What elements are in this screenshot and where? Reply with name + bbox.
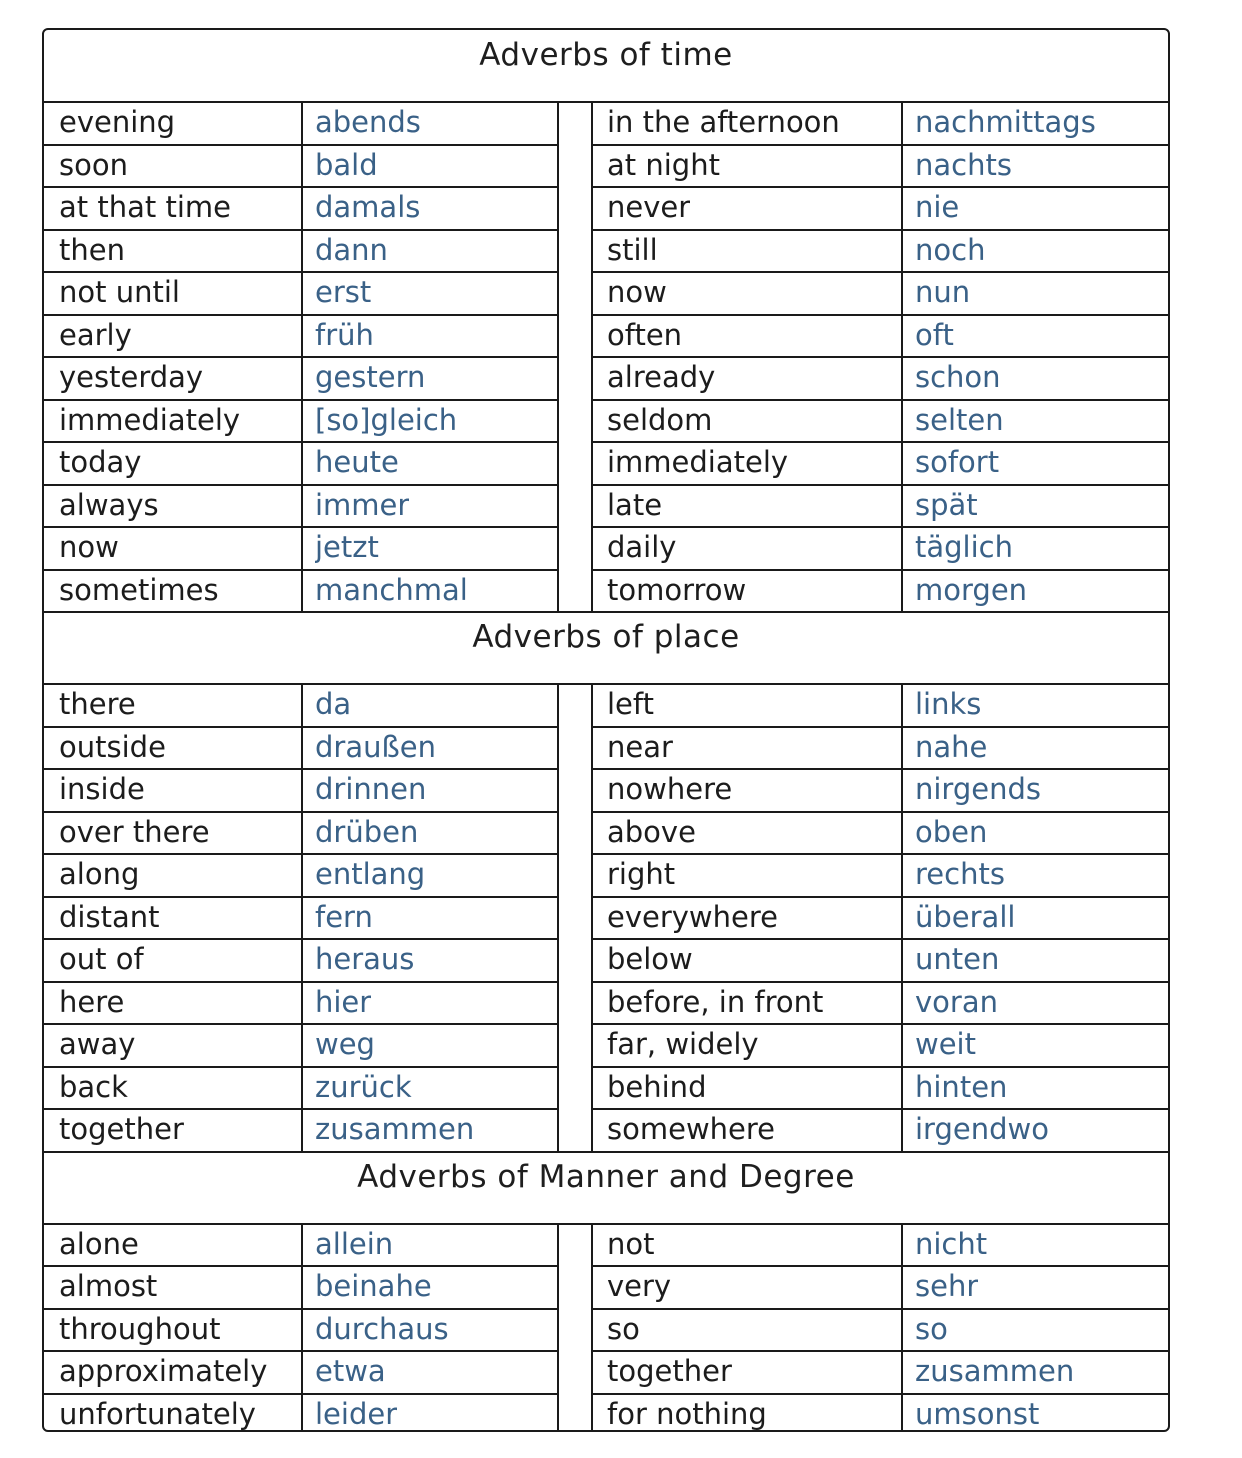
german-word: nachmittags	[915, 105, 1096, 139]
section-title	[44, 612, 1168, 684]
english-word: never	[607, 190, 691, 224]
row-divider	[591, 726, 1168, 728]
english-word: now	[59, 530, 119, 564]
english-word: inside	[59, 772, 145, 806]
german-word: sehr	[915, 1269, 979, 1303]
column-divider	[591, 684, 593, 1152]
row-divider	[591, 526, 1168, 528]
english-word: nowhere	[607, 772, 733, 806]
english-word: together	[59, 1112, 184, 1146]
english-word: everywhere	[607, 899, 778, 934]
column-divider	[557, 684, 559, 1152]
column-divider	[301, 102, 303, 612]
english-word: for nothing	[607, 1396, 767, 1431]
english-word: then	[59, 232, 125, 267]
english-word: along	[59, 857, 140, 891]
row-divider	[591, 314, 1168, 316]
english-word: far, widely	[607, 1027, 759, 1061]
adverbs-table	[42, 28, 1170, 1432]
german-word: zusammen	[315, 1112, 475, 1146]
english-word: at that time	[59, 190, 231, 224]
english-word: below	[607, 942, 693, 976]
german-word: täglich	[915, 530, 1013, 564]
german-word: überall	[915, 899, 1016, 934]
row-divider	[591, 569, 1168, 571]
english-word: somewhere	[607, 1112, 776, 1146]
english-word: today	[59, 445, 142, 479]
column-divider	[557, 1224, 559, 1433]
german-word: rechts	[915, 857, 1005, 891]
english-word: approximately	[59, 1354, 268, 1388]
german-word: da	[315, 687, 352, 721]
german-word: drinnen	[315, 772, 427, 806]
english-word: not until	[59, 275, 180, 309]
english-word: together	[607, 1354, 732, 1388]
row-divider	[591, 853, 1168, 855]
column-divider	[591, 1224, 593, 1433]
german-word: sofort	[915, 445, 1000, 479]
row-divider	[591, 981, 1168, 983]
german-word: immer	[315, 487, 410, 522]
row-divider	[591, 356, 1168, 358]
german-word: jetzt	[315, 530, 379, 564]
german-word: nachts	[915, 147, 1012, 182]
german-word: drüben	[315, 814, 419, 849]
german-word: oben	[915, 814, 988, 849]
english-word: immediately	[607, 445, 789, 479]
german-word: zurück	[315, 1069, 412, 1104]
english-word: immediately	[59, 402, 241, 437]
row-divider	[591, 271, 1168, 273]
german-word: zusammen	[915, 1354, 1075, 1388]
english-word: alone	[59, 1226, 139, 1261]
column-divider	[301, 684, 303, 1152]
german-word: oft	[915, 317, 954, 352]
english-word: at night	[607, 147, 720, 182]
english-word: right	[607, 857, 676, 891]
row-divider	[591, 938, 1168, 940]
row-divider	[591, 896, 1168, 898]
row-divider	[591, 768, 1168, 770]
german-word: hinten	[915, 1069, 1008, 1104]
german-word: [so]gleich	[315, 402, 458, 437]
row-divider	[591, 484, 1168, 486]
german-word: etwa	[315, 1354, 386, 1388]
row-divider	[591, 399, 1168, 401]
english-word: late	[607, 487, 663, 522]
german-word: irgendwo	[915, 1112, 1049, 1146]
german-word: durchaus	[315, 1311, 449, 1346]
english-word: seldom	[607, 402, 713, 437]
english-word: in the afternoon	[607, 105, 840, 139]
german-word: nicht	[915, 1226, 988, 1261]
column-divider	[557, 102, 559, 612]
row-divider	[591, 1066, 1168, 1068]
german-word: dann	[315, 232, 388, 267]
german-word: nie	[915, 190, 960, 224]
german-word: noch	[915, 232, 986, 267]
english-word: already	[607, 360, 716, 394]
section-title-text: Adverbs of Manner and Degree	[357, 1158, 855, 1195]
row-divider	[591, 1393, 1168, 1395]
german-word: so	[915, 1311, 948, 1346]
english-word: early	[59, 317, 132, 352]
english-word: above	[607, 814, 696, 849]
german-word: gestern	[315, 360, 426, 394]
row-divider	[591, 1108, 1168, 1110]
column-divider	[901, 1224, 903, 1433]
german-word: weg	[315, 1027, 375, 1061]
english-word: very	[607, 1269, 672, 1303]
english-word: soon	[59, 147, 128, 182]
english-word: yesterday	[59, 360, 204, 394]
german-word: weit	[915, 1027, 976, 1061]
row-divider	[591, 144, 1168, 146]
english-word: evening	[59, 105, 176, 139]
german-word: abends	[315, 105, 421, 139]
row-divider	[44, 1223, 1168, 1225]
row-divider	[44, 683, 1168, 685]
german-word: entlang	[315, 857, 426, 891]
english-word: tomorrow	[607, 572, 747, 607]
german-word: früh	[315, 317, 374, 352]
german-word: heute	[315, 445, 399, 479]
english-word: out of	[59, 942, 144, 976]
german-word: fern	[315, 899, 373, 934]
german-word: nirgends	[915, 772, 1041, 806]
section-title-text: Adverbs of time	[479, 37, 733, 73]
english-word: near	[607, 729, 673, 764]
english-word: so	[607, 1311, 640, 1346]
german-word: links	[915, 687, 982, 721]
section-title-text: Adverbs of place	[472, 619, 740, 655]
english-word: outside	[59, 729, 166, 764]
english-word: there	[59, 687, 136, 721]
german-word: damals	[315, 190, 421, 224]
german-word: nun	[915, 275, 971, 309]
english-word: back	[59, 1069, 128, 1104]
column-divider	[901, 102, 903, 612]
english-word: not	[607, 1226, 655, 1261]
english-word: almost	[59, 1269, 158, 1303]
column-divider	[591, 102, 593, 612]
english-word: sometimes	[59, 572, 219, 607]
german-word: morgen	[915, 572, 1028, 607]
english-word: unfortunately	[59, 1396, 256, 1431]
german-word: nahe	[915, 729, 988, 764]
german-word: draußen	[315, 729, 436, 764]
english-word: throughout	[59, 1311, 221, 1346]
german-word: bald	[315, 147, 378, 182]
row-divider	[591, 1308, 1168, 1310]
german-word: umsonst	[915, 1396, 1040, 1431]
english-word: daily	[607, 530, 677, 564]
row-divider	[591, 441, 1168, 443]
german-word: hier	[315, 984, 372, 1019]
german-word: manchmal	[315, 572, 468, 607]
english-word: away	[59, 1027, 136, 1061]
english-word: now	[607, 275, 667, 309]
row-divider	[591, 811, 1168, 813]
column-divider	[301, 1224, 303, 1433]
row-divider	[591, 186, 1168, 188]
row-divider	[591, 1350, 1168, 1352]
english-word: here	[59, 984, 125, 1019]
row-divider	[591, 1265, 1168, 1267]
german-word: allein	[315, 1226, 394, 1261]
german-word: spät	[915, 487, 978, 522]
german-word: schon	[915, 360, 1001, 394]
german-word: selten	[915, 402, 1004, 437]
english-word: behind	[607, 1069, 707, 1104]
german-word: erst	[315, 275, 372, 309]
english-word: distant	[59, 899, 160, 934]
german-word: beinahe	[315, 1269, 432, 1303]
row-divider	[591, 1023, 1168, 1025]
english-word: before, in front	[607, 984, 824, 1019]
section-title	[44, 30, 1168, 102]
german-word: voran	[915, 984, 998, 1019]
english-word: often	[607, 317, 683, 352]
german-word: unten	[915, 942, 1000, 976]
english-word: still	[607, 232, 658, 267]
english-word: over there	[59, 814, 210, 849]
english-word: left	[607, 687, 654, 721]
row-divider	[591, 229, 1168, 231]
german-word: heraus	[315, 942, 415, 976]
section-title	[44, 1152, 1168, 1224]
column-divider	[901, 684, 903, 1152]
english-word: always	[59, 487, 159, 522]
german-word: leider	[315, 1396, 398, 1431]
